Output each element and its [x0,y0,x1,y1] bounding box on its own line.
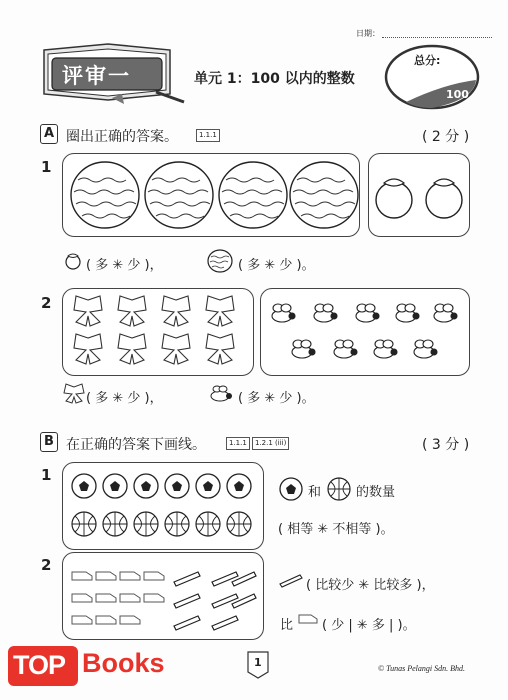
publisher-credit: © Tunas Pelangi Sdn. Bhd. [378,664,465,673]
b-q2-choice-pencil[interactable]: ( 比较少 ✳ 比较多 )， [306,578,435,593]
b-q1-compare-text: 的数量 [356,485,396,500]
q1-choice-watermelon[interactable]: ( 多 ✳ 少 )。 [238,258,315,273]
soccer-ball-small-icon [278,476,304,502]
section-b-code-1: 1.1.1 [226,437,250,450]
watermelon-icons [66,160,356,230]
total-label: 总分: [414,54,441,67]
watermark-top: TOP [13,650,66,680]
q2-choice-bee[interactable]: ( 多 ✳ 少 )。 [238,391,315,406]
unit-title: 单元 1：100 以内的整数 [194,71,355,87]
q1-choice-mangosteen[interactable]: ( 多 ✳ 少 )， [86,258,163,273]
watermark-books: Books [82,648,165,678]
date-label: 日期： [356,29,380,38]
b-question-2-number: 2 [41,556,52,574]
section-b-letter: B [40,432,58,452]
assessment-badge-title: 评审一 [62,64,131,88]
date-line [382,37,492,38]
b-q1-choice[interactable]: ( 相等 ✳ 不相等 )。 [278,522,394,537]
section-b-points: ( 3 分 ) [422,437,470,453]
q2-choice-butterfly[interactable]: ( 多 ✳ 少 )， [86,391,163,406]
mangosteen-small-icon [64,252,82,270]
section-a-code: 1.1.1 [196,129,220,142]
b-q1-and: 和 [308,485,322,500]
b-question-1-number: 1 [41,466,52,484]
pencil-small-icon [278,572,306,588]
butterfly-icons [70,294,246,370]
ball-icons [70,472,256,542]
question-1-number: 1 [41,158,52,176]
watermelon-small-icon [206,249,234,273]
shoe-small-icon [298,612,320,626]
pencil-icons [172,564,258,636]
mangosteen-icons [374,170,466,220]
b-q2-choice-shoe[interactable]: ( 少 | ✳ 多 | )。 [322,618,416,633]
section-a-instruction: 圈出正确的答案。 [66,129,178,145]
section-a-letter: A [40,124,58,144]
section-b-code-2: 1.2.1 (iii) [252,437,289,450]
bee-small-icon [208,384,234,404]
bee-icons [268,298,464,368]
butterfly-small-icon [64,384,84,404]
question-2-number: 2 [41,294,52,312]
basketball-small-icon [326,476,352,502]
section-b-instruction: 在正确的答案下画线。 [66,437,206,453]
page-number: 1 [254,656,262,669]
total-value: 100 [446,88,469,101]
b-q2-compare-prefix: 比 [280,618,294,633]
section-a-points: ( 2 分 ) [422,129,470,145]
